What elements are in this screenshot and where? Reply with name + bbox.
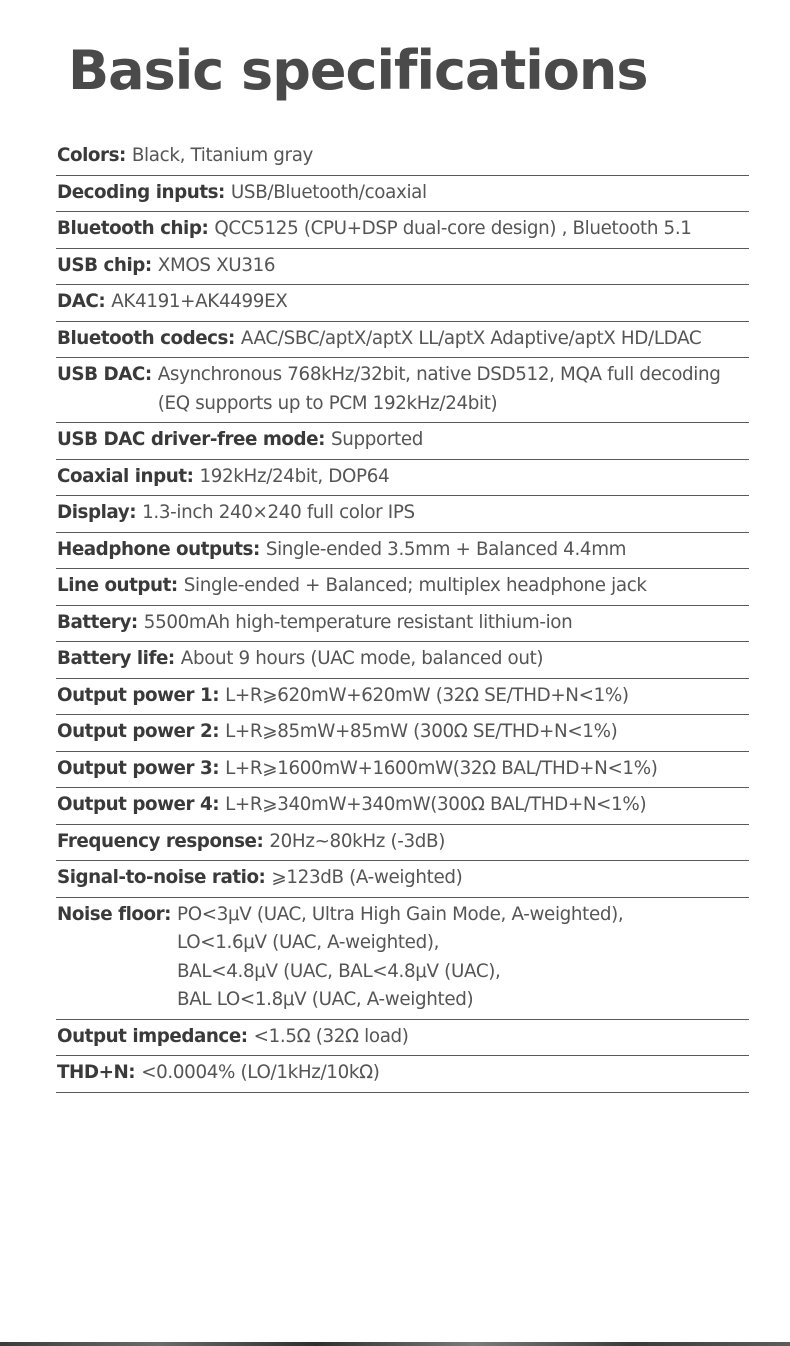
spec-value-line: About 9 hours (UAC mode, balanced out) — [180, 648, 544, 669]
spec-row — [56, 533, 749, 570]
spec-row — [56, 249, 749, 286]
spec-value-line: <1.5Ω (32Ω load) — [253, 1025, 409, 1047]
spec-row — [56, 569, 749, 606]
spec-value-line: XMOS XU316 — [157, 254, 276, 276]
spec-value — [181, 645, 543, 674]
spec-value-line: 5500mAh high-temperature resistant lithium-ion — [143, 611, 573, 633]
spec-row — [56, 322, 749, 359]
spec-row — [56, 642, 749, 679]
spec-label: THD+N: — [57, 1062, 136, 1083]
spec-row — [56, 898, 749, 1020]
spec-value — [241, 325, 701, 354]
spec-row — [56, 285, 749, 322]
bottom-image-strip — [0, 1342, 790, 1346]
spec-label: USB DAC: — [57, 364, 152, 385]
spec-label: Bluetooth chip: — [57, 218, 209, 239]
spec-value-line: BAL LO<1.8μV (UAC, A-weighted) — [177, 989, 474, 1010]
spec-value-line: 1.3-inch 240×240 full color IPS — [142, 502, 415, 523]
spec-value — [177, 901, 623, 1015]
spec-value — [225, 682, 629, 711]
spec-label: Output power 3: — [57, 757, 220, 779]
spec-value-line: AAC/SBC/aptX/aptX LL/aptX Adaptive/aptX HD/LDAC — [240, 327, 702, 349]
spec-list — [56, 139, 749, 1093]
spec-label: Frequency response: — [57, 830, 264, 852]
spec-row — [56, 1056, 749, 1093]
spec-value — [225, 718, 617, 747]
spec-value — [132, 142, 313, 171]
spec-row — [56, 460, 749, 497]
spec-value-line: L+R⩾340mW+340mW(300Ω BAL/THD+N<1%) — [225, 794, 647, 815]
spec-label: Battery: — [57, 611, 138, 633]
spec-row — [56, 679, 749, 716]
spec-label: Output impedance: — [57, 1025, 248, 1047]
spec-label: Coaxial input: — [57, 465, 194, 487]
spec-value-line: Black, Titanium gray — [131, 145, 314, 166]
spec-value — [231, 179, 427, 208]
spec-value-line: PO<3μV (UAC, Ultra High Gain Mode, A-weighted), — [177, 903, 624, 925]
spec-value — [199, 463, 389, 492]
spec-row — [56, 1020, 749, 1057]
spec-value-line: 20Hz~80kHz (-3dB) — [269, 830, 445, 852]
spec-value-line: Asynchronous 768kHz/32bit, native DSD512, MQA full decoding — [157, 364, 721, 385]
page-title: Basic specifications — [68, 39, 648, 102]
spec-value-line: <0.0004% (LO/1kHz/10kΩ) — [141, 1062, 380, 1083]
spec-label: Decoding inputs: — [57, 181, 225, 203]
spec-value — [158, 361, 721, 418]
spec-value — [141, 1059, 379, 1088]
spec-value — [184, 572, 647, 601]
spec-label: USB chip: — [57, 254, 152, 276]
spec-value — [269, 828, 445, 857]
spec-value — [142, 499, 415, 528]
spec-value-line: LO<1.6μV (UAC, A-weighted), — [177, 932, 440, 953]
spec-value-line: AK4191+AK4499EX — [111, 291, 288, 312]
spec-label: Noise floor: — [57, 903, 172, 925]
spec-label: USB DAC driver-free mode: — [57, 429, 325, 450]
spec-value — [144, 609, 573, 638]
spec-label: Colors: — [57, 145, 126, 166]
spec-label: Output power 4: — [57, 794, 220, 815]
spec-value-line: L+R⩾620mW+620mW (32Ω SE/THD+N<1%) — [225, 684, 629, 706]
spec-label: Display: — [57, 502, 137, 523]
spec-row — [56, 788, 749, 825]
spec-row — [56, 358, 749, 423]
spec-value-line: Supported — [331, 429, 423, 450]
spec-value — [271, 864, 462, 893]
spec-label: Signal-to-noise ratio: — [57, 867, 266, 888]
spec-value — [225, 791, 646, 820]
spec-label: Output power 1: — [57, 684, 220, 706]
spec-value-line: USB/Bluetooth/coaxial — [230, 181, 427, 203]
spec-value — [214, 215, 691, 244]
spec-value — [266, 536, 626, 565]
spec-row — [56, 496, 749, 533]
spec-value — [254, 1023, 409, 1052]
spec-value — [225, 755, 657, 784]
spec-value — [111, 288, 287, 317]
spec-value-line: BAL<4.8μV (UAC, BAL<4.8μV (UAC), — [177, 960, 501, 982]
spec-value — [331, 426, 423, 455]
spec-row — [56, 176, 749, 213]
spec-label: Output power 2: — [57, 721, 220, 742]
spec-value — [158, 252, 275, 281]
spec-label: Battery life: — [57, 648, 175, 669]
spec-value-line: Single-ended 3.5mm + Balanced 4.4mm — [265, 538, 627, 560]
spec-row — [56, 825, 749, 862]
spec-value-line: 192kHz/24bit, DOP64 — [199, 465, 390, 487]
spec-row — [56, 139, 749, 176]
spec-row — [56, 606, 749, 643]
spec-value-line: QCC5125 (CPU+DSP dual-core design) , Bluetooth 5.1 — [214, 218, 692, 239]
spec-value-line: L+R⩾85mW+85mW (300Ω SE/THD+N<1%) — [225, 721, 618, 742]
spec-value-line: ⩾123dB (A-weighted) — [271, 867, 463, 888]
spec-value-line: Single-ended + Balanced; multiplex headphone jack — [183, 575, 647, 596]
spec-value-line: (EQ supports up to PCM 192kHz/24bit) — [157, 392, 498, 414]
spec-label: Line output: — [57, 575, 178, 596]
spec-label: Bluetooth codecs: — [57, 327, 235, 349]
spec-row — [56, 752, 749, 789]
spec-label: Headphone outputs: — [57, 538, 260, 560]
spec-row — [56, 212, 749, 249]
spec-row — [56, 715, 749, 752]
spec-value-line: L+R⩾1600mW+1600mW(32Ω BAL/THD+N<1%) — [225, 757, 658, 779]
spec-row — [56, 423, 749, 460]
spec-row — [56, 861, 749, 898]
spec-label: DAC: — [57, 291, 106, 312]
